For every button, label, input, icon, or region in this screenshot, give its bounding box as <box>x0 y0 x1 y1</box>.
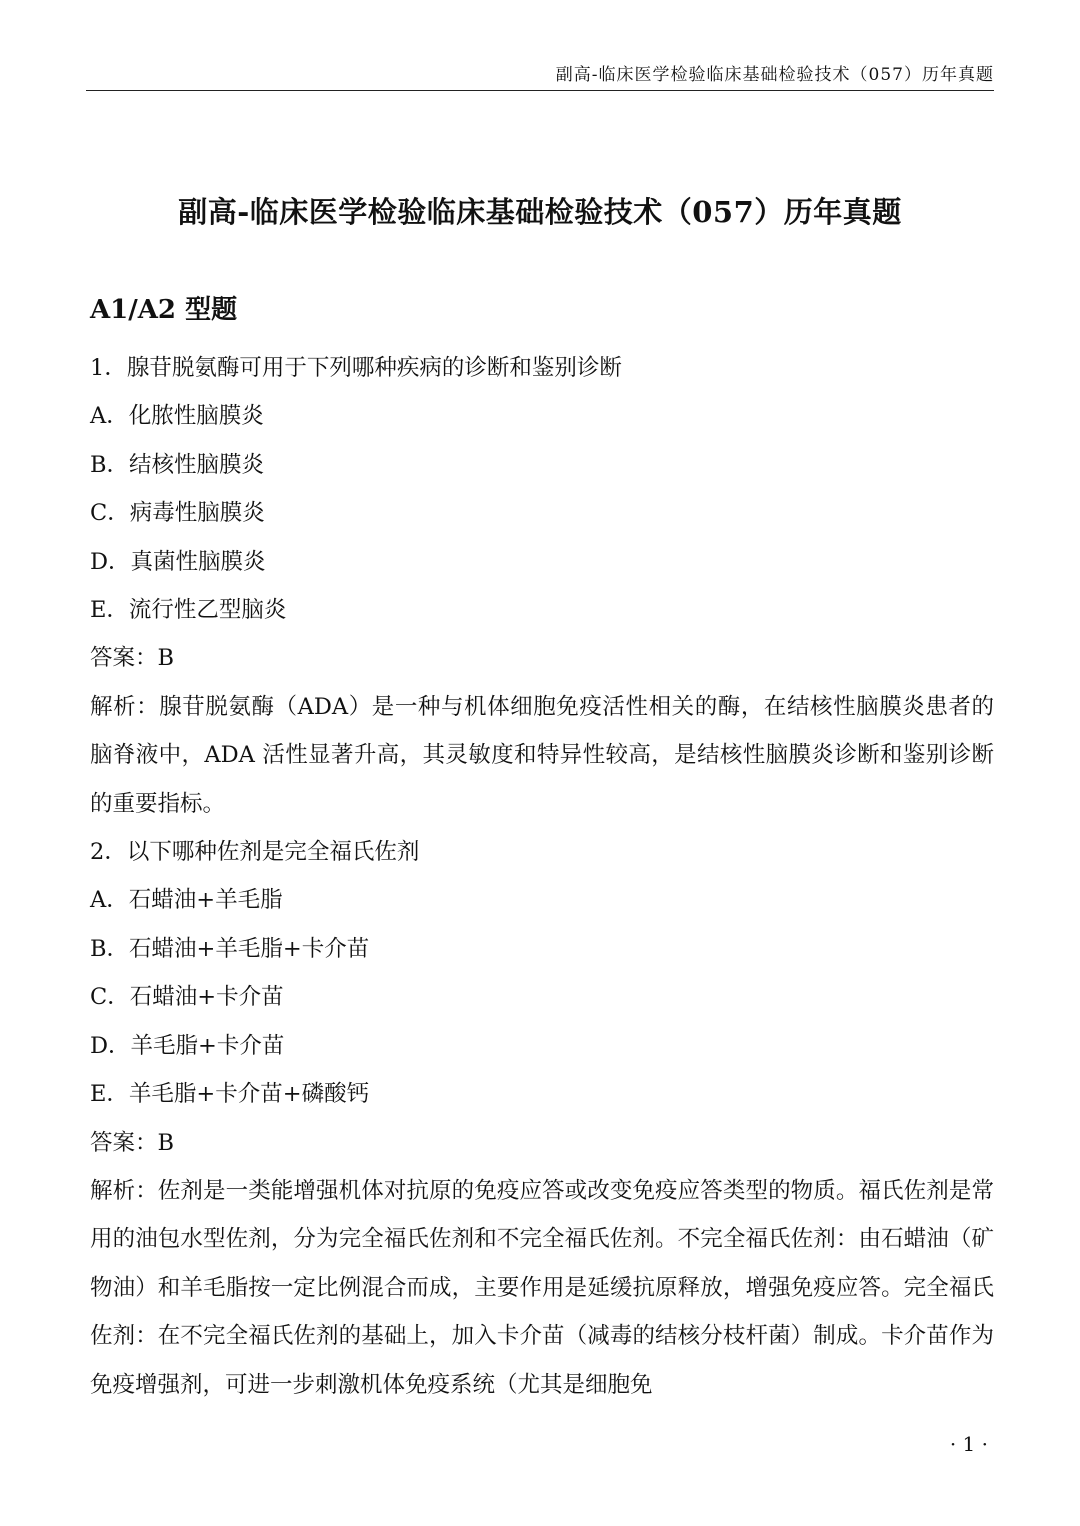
explanation: 解析：佐剂是一类能增强机体对抗原的免疫应答或改变免疫应答类型的物质。福氏佐剂是常用的油包水型佐剂，分为完全福氏佐剂和不完全福氏佐剂。不完全福氏佐剂：由石蜡油（矿物油）和羊毛脂按一定比例混合而成，主要作用是延缓抗原释放，增强免疫应答。完全福氏佐剂：在不完全福氏佐剂的基础上，加入卡介苗（减毒的结核分枝杆菌）制成。卡介苗作为免疫增强剂，可进一步刺激机体免疫系统（尤其是细胞免 <box>90 1177 994 1398</box>
option-a: A．石蜡油+羊毛脂 <box>90 887 283 914</box>
question-list <box>90 344 994 1409</box>
question-1 <box>90 344 994 828</box>
option-a: A．化脓性脑膜炎 <box>90 403 264 430</box>
option-d: D．真菌性脑膜炎 <box>90 548 266 575</box>
option-c: C．病毒性脑膜炎 <box>90 500 265 527</box>
question-2 <box>90 828 994 1409</box>
answer: 答案：B <box>90 1129 175 1156</box>
option-e: E．羊毛脂+卡介苗+磷酸钙 <box>90 1081 370 1108</box>
option-b: B．结核性脑膜炎 <box>90 451 265 478</box>
running-header: 副高-临床医学检验临床基础检验技术（057）历年真题 <box>86 64 994 91</box>
option-b: B．石蜡油+羊毛脂+卡介苗 <box>90 935 370 962</box>
document-title: 副高-临床医学检验临床基础检验技术（057）历年真题 <box>178 195 902 229</box>
explanation: 解析：腺苷脱氨酶（ADA）是一种与机体细胞免疫活性相关的酶，在结核性脑膜炎患者的脑脊液中，ADA 活性显著升高，其灵敏度和特异性较高，是结核性脑膜炎诊断和鉴别诊断的重要指标。 <box>90 693 994 817</box>
option-d: D．羊毛脂+卡介苗 <box>90 1032 285 1059</box>
option-c: C．石蜡油+卡介苗 <box>90 984 284 1011</box>
section-heading: A1/A2 型题 <box>90 295 238 325</box>
question-stem: 1．腺苷脱氨酶可用于下列哪种疾病的诊断和鉴别诊断 <box>90 355 622 381</box>
page-number: · 1 · <box>949 1432 988 1456</box>
question-stem: 2．以下哪种佐剂是完全福氏佐剂 <box>90 839 420 866</box>
answer: 答案：B <box>90 645 175 672</box>
option-e: E．流行性乙型脑炎 <box>90 597 287 624</box>
